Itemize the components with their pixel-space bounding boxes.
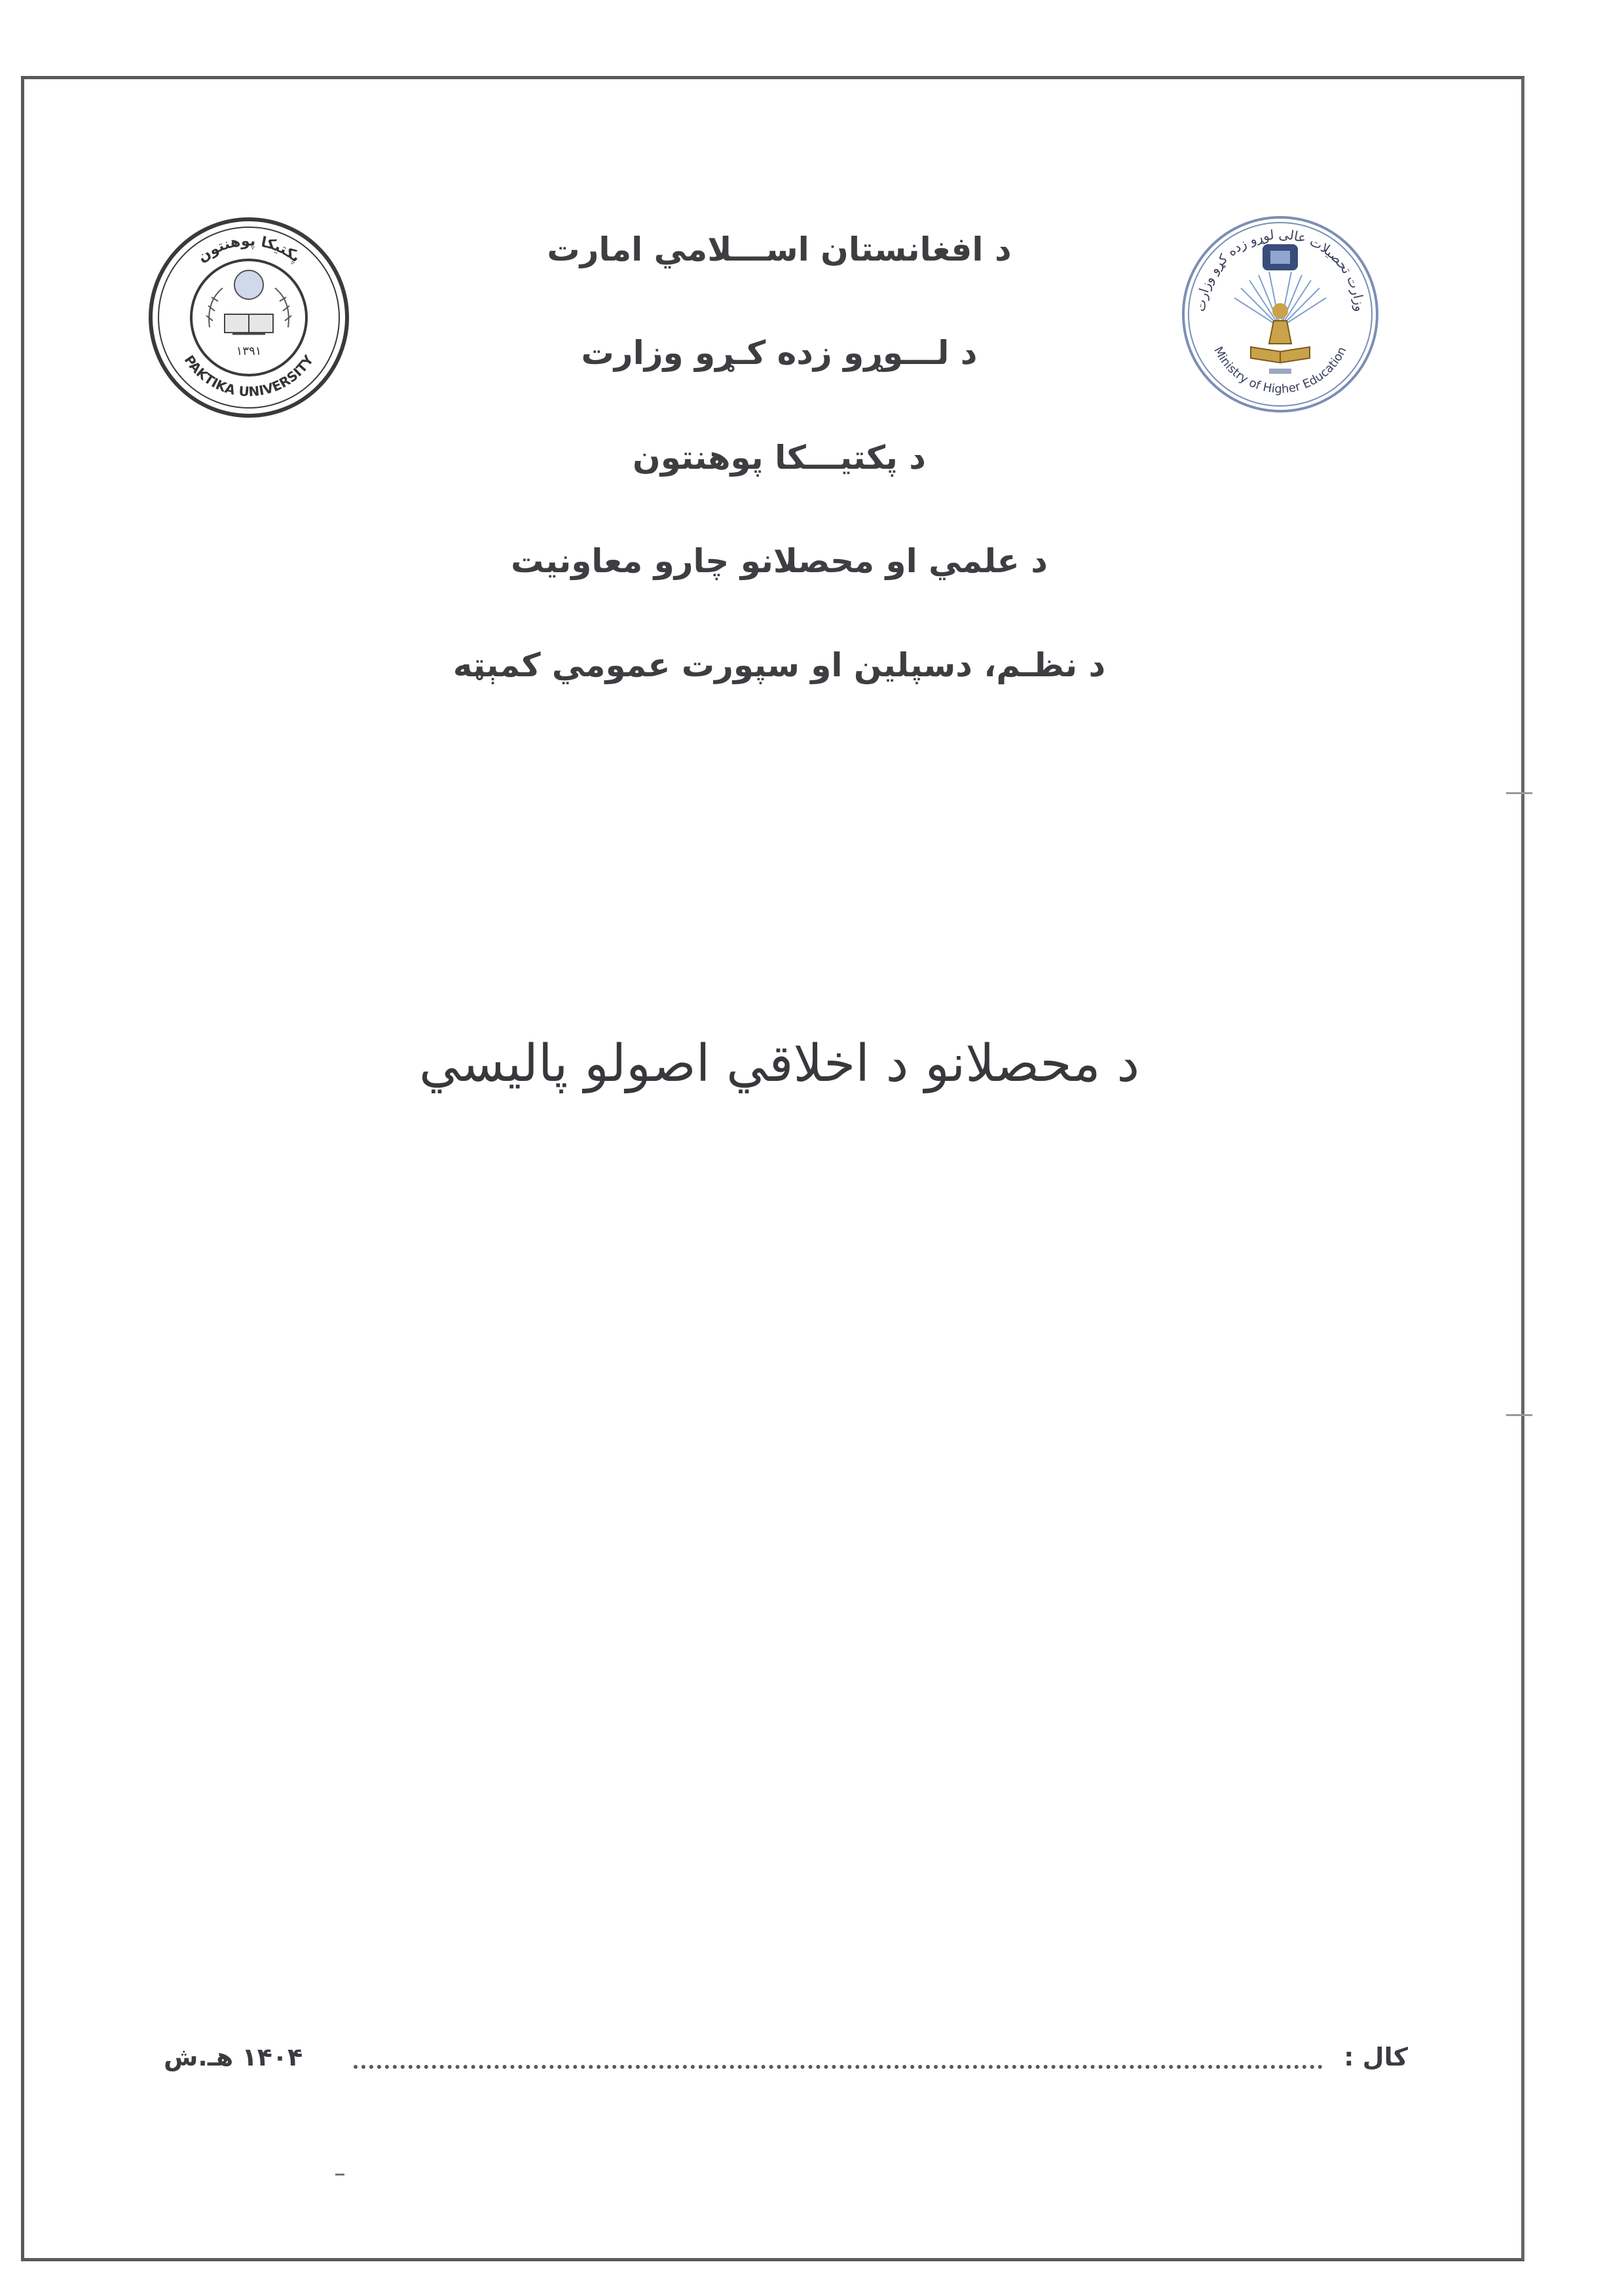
seal-text-top: پکتیکا پوهنتون bbox=[194, 232, 304, 266]
dotted-fill-line bbox=[354, 2065, 1323, 2069]
ministry-higher-education-seal-icon bbox=[1179, 213, 1382, 416]
header-line-vice-chancellery: د علمي او محصلانو چارو معاونیت bbox=[511, 542, 1048, 580]
seal-text-bottom: PAKTIKA UNIVERSITY bbox=[181, 352, 317, 400]
document-title: د محصلانو د اخلاقي اصولو پالیسي bbox=[418, 1034, 1140, 1093]
paktika-university-seal-icon bbox=[147, 216, 350, 419]
header-line-committee: د نظـم، دسپلین او سپورت عمومي کمېټه bbox=[452, 646, 1106, 684]
header-line-ministry: د لـــوړو زده کـړو وزارت bbox=[581, 334, 978, 372]
scan-speck bbox=[335, 2174, 344, 2176]
date-value: ۱۴۰۴ هـ.ش bbox=[164, 2043, 303, 2071]
header-line-university: د پکتیـــکا پوهنتون bbox=[633, 439, 926, 477]
seal-text-top: وزارت تحصیلات عالی لوړو زده کړو وزارت bbox=[1192, 226, 1369, 313]
year-label: کال : bbox=[1344, 2043, 1408, 2071]
ministry-higher-education-logo bbox=[1179, 213, 1382, 416]
seal-year: ۱۳۹۱ bbox=[236, 344, 262, 358]
scan-edge-mark bbox=[1506, 792, 1532, 794]
paktika-university-logo bbox=[147, 216, 350, 419]
footer-date-line bbox=[164, 2043, 1408, 2088]
header-line-emirate: د افغانستان اســـلامي امارت bbox=[547, 230, 1012, 268]
scan-edge-mark bbox=[1506, 1414, 1532, 1416]
seal-text-bottom: Ministry of Higher Education bbox=[1211, 344, 1350, 397]
